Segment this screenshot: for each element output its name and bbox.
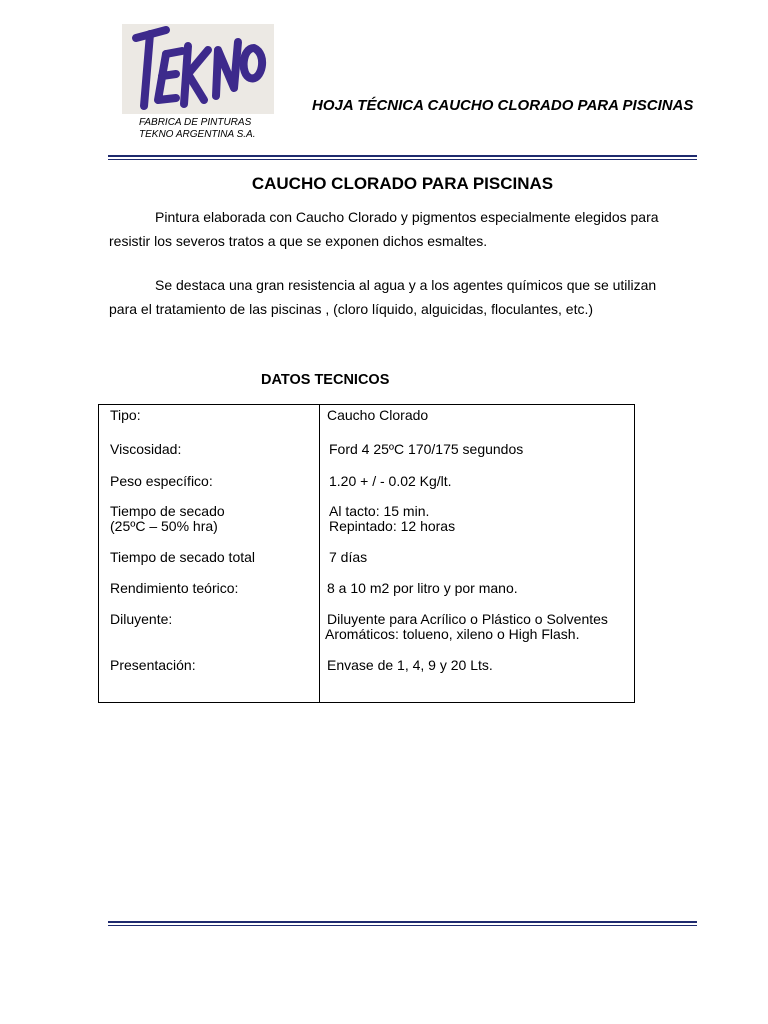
paragraph-line: Se destaca una gran resistencia al agua y a los agentes químicos que se utilizan [155, 277, 657, 293]
row-value-peso: 1.20 + / - 0.02 Kg/lt. [329, 473, 452, 489]
row-label-peso: Peso específico: [110, 473, 213, 489]
row-label-viscosidad: Viscosidad: [110, 441, 182, 457]
row-value-viscosidad: Ford 4 25ºC 170/175 segundos [329, 441, 524, 457]
row-value-presentacion: Envase de 1, 4, 9 y 20 Lts. [327, 657, 493, 673]
company-line: TEKNO ARGENTINA S.A. [139, 129, 256, 140]
row-value-secado-repintado: Repintado: 12 horas [329, 518, 456, 534]
company-info [139, 117, 256, 141]
tech-data-title: DATOS TECNICOS [261, 372, 390, 388]
row-value-diluyente: Diluyente para Acrílico o Plástico o Solventes [327, 611, 608, 627]
paragraph-line: Pintura elaborada con Caucho Clorado y pigmentos especialmente elegidos para [155, 209, 659, 225]
row-label-presentacion: Presentación: [110, 657, 196, 673]
row-value-rendimiento: 8 a 10 m2 por litro y por mano. [327, 580, 518, 596]
row-label-diluyente: Diluyente: [110, 611, 173, 627]
row-value-secado-tacto: Al tacto: 15 min. [329, 503, 430, 519]
row-label-tipo: Tipo: [110, 407, 141, 423]
intro-paragraph [109, 205, 679, 253]
document-title: CAUCHO CLORADO PARA PISCINAS [251, 174, 554, 193]
row-label-secado: Tiempo de secado [110, 503, 225, 519]
tech-data-table [98, 404, 635, 703]
row-value-diluyente-cont: Aromáticos: tolueno, xileno o High Flash. [325, 626, 580, 642]
tekno-logo [122, 24, 274, 114]
sheet-title: HOJA TÉCNICA CAUCHO CLORADO PARA PISCINAS [312, 97, 694, 114]
row-label-secado-conditions: (25ºC – 50% hra) [110, 518, 218, 534]
header-rule [108, 155, 697, 160]
paragraph-line: para el tratamiento de las piscinas , (cloro líquido, alguicidas, floculantes, etc.) [109, 301, 594, 317]
row-label-rendimiento: Rendimiento teórico: [110, 580, 239, 596]
footer-rule [108, 921, 697, 926]
resistance-paragraph [109, 273, 679, 321]
column-divider [319, 405, 320, 702]
company-line: FABRICA DE PINTURAS [139, 117, 252, 128]
row-value-tipo: Caucho Clorado [327, 407, 429, 423]
row-label-secado-total: Tiempo de secado total [110, 549, 256, 565]
row-value-secado-total: 7 días [329, 549, 368, 565]
paragraph-line: resistir los severos tratos a que se exponen dichos esmaltes. [109, 233, 488, 249]
tekno-logo-mark [122, 24, 274, 114]
